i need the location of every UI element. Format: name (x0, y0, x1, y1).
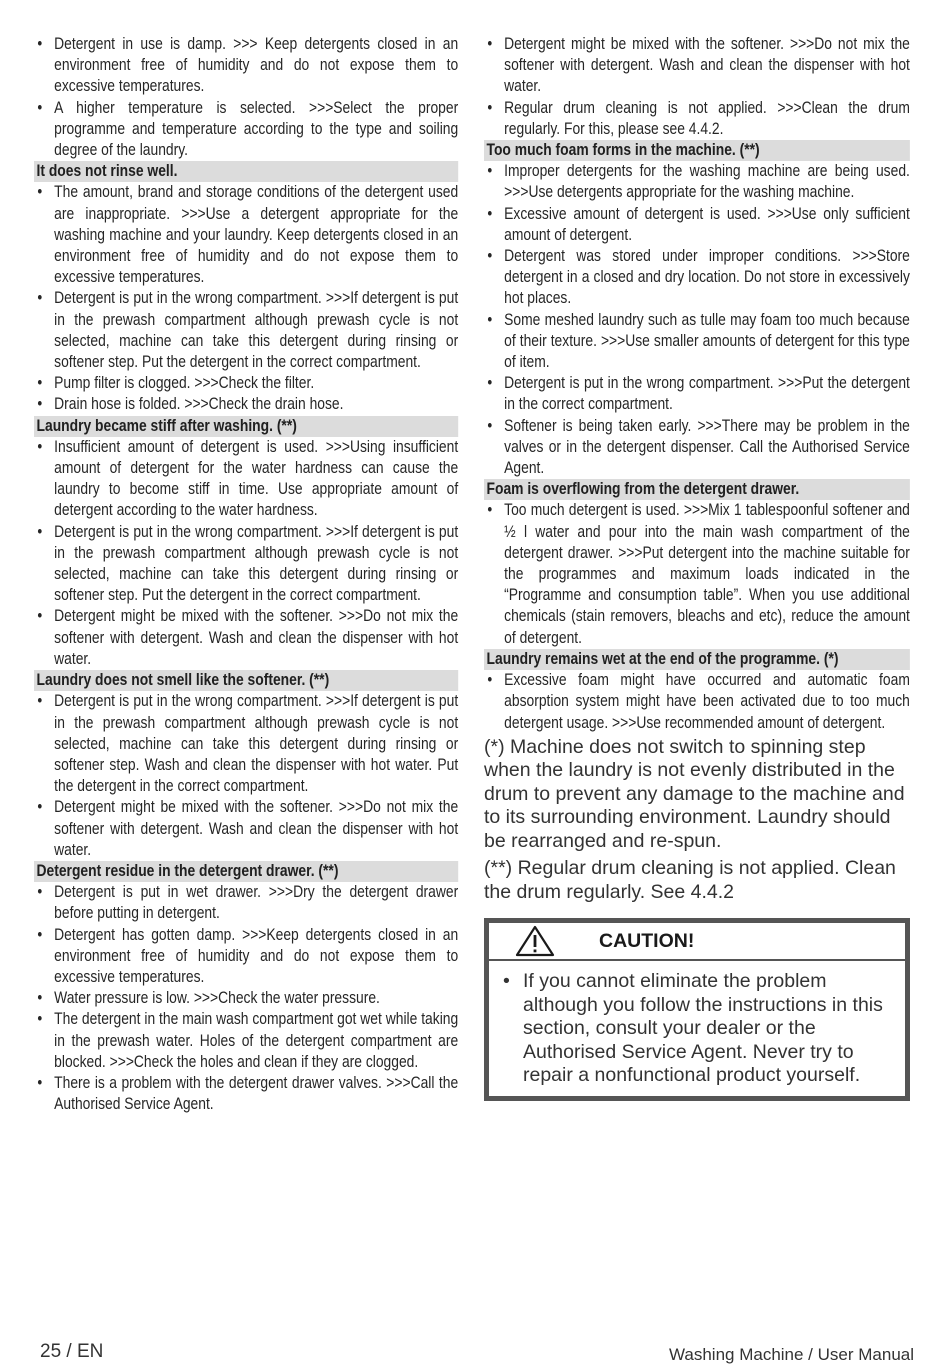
list-item: • Detergent might be mixed with the softener. >>>Do not mix the softener with detergent. Wash and clean the dispenser with hot water. (34, 797, 458, 861)
list-item: • The amount, brand and storage conditions of the detergent used are inappropriate. >>>Use a detergent appropriate for the washing machine and your laundry. Keep detergents closed in an environment free of humidity and do not expose them to excessive temperatures. (34, 182, 458, 288)
list-item: • Too much detergent is used. >>>Mix 1 tablespoonful softener and ½ l water and pour into the main wash compartment of the detergent drawer. >>>Put detergent into the machine suitable for the programmes and maximum loads indicated in the “Programme and consumption table”. When you use additional chemicals (stain removers, bleachs and etc), reduce the amount of detergent. (484, 500, 910, 648)
list-item: • Water pressure is low. >>>Check the water pressure. (34, 988, 458, 1009)
section-heading: Laundry became stiff after washing. (**) (34, 416, 458, 437)
section-list (34, 882, 458, 1115)
list-item: • Drain hose is folded. >>>Check the drain hose. (34, 394, 458, 415)
list-item: • Detergent was stored under improper conditions. >>>Store detergent in a closed and dry location. Do not store in excessively hot places. (484, 246, 910, 310)
section-list (34, 182, 458, 415)
document-title: Washing Machine / User Manual (668, 1345, 914, 1364)
list-item: • Detergent is put in the wrong compartment. >>>If detergent is put in the prewash compartment although prewash cycle is not selected, machine can take this detergent during rinsing or softener step. Wash and clean the dispenser with hot water. Put the detergent in the correct compartment. (34, 691, 458, 797)
caution-list (489, 970, 895, 1088)
list-item: • Insufficient amount of detergent is used. >>>Using insufficient amount of detergent for the water hardness can cause the laundry to become stiff in time. Use appropriate amount of detergent according to the water hardness. (34, 437, 458, 522)
right-intro-list (484, 34, 910, 140)
caution-header (489, 923, 905, 961)
list-item: • Detergent might be mixed with the softener. >>>Do not mix the softener with detergent. Wash and clean the dispenser with hot water. (34, 606, 458, 670)
section-list (34, 437, 458, 670)
footnote-single-asterisk: (*) Machine does not switch to spinning step when the laundry is not evenly distributed in the drum to prevent any damage to the machine and to its surrounding environment. Laundry should be rearranged and re-spun. (484, 735, 905, 852)
list-item: • Regular drum cleaning is not applied. >>>Clean the drum regularly. For this, please see 4.4.2. (484, 98, 910, 140)
section-heading: It does not rinse well. (34, 161, 458, 182)
list-item: • There is a problem with the detergent drawer valves. >>>Call the Authorised Service Agent. (34, 1073, 458, 1115)
list-item: • Detergent is put in the wrong compartment. >>>If detergent is put in the prewash compartment although prewash cycle is not selected, machine can take this detergent during rinsing or softener step. Put the detergent in the correct compartment. (34, 522, 458, 607)
footnote-double-asterisk: (**) Regular drum cleaning is not applied. Clean the drum regularly. See 4.4.2 (484, 857, 896, 903)
section-heading: Detergent residue in the detergent drawer. (**) (34, 861, 458, 882)
section-list (34, 691, 458, 861)
left-intro-list (34, 34, 458, 161)
section-heading: Laundry remains wet at the end of the programme. (*) (484, 649, 910, 670)
list-item: • Detergent has gotten damp. >>>Keep detergents closed in an environment free of humidity and do not expose them to excessive temperatures. (34, 925, 458, 989)
list-item: • Improper detergents for the washing machine are being used. >>>Use detergents appropriate for the washing machine. (484, 161, 910, 203)
caution-title: CAUTION! (599, 929, 695, 952)
caution-box (484, 918, 910, 1101)
left-column (34, 34, 458, 1115)
section-heading: Too much foam forms in the machine. (**) (484, 140, 910, 161)
list-item: • A higher temperature is selected. >>>Select the proper programme and temperature according to the type and soiling degree of the laundry. (34, 98, 458, 162)
section-heading: Laundry does not smell like the softener. (**) (34, 670, 458, 691)
list-item: • Softener is being taken early. >>>There may be problem in the valves or in the detergent dispenser. Call the Authorised Service Agent. (484, 416, 910, 480)
list-item: • Some meshed laundry such as tulle may foam too much because of their texture. >>>Use smaller amounts of detergent for this type of item. (484, 310, 910, 374)
list-item: • Pump filter is clogged. >>>Check the filter. (34, 373, 458, 394)
footnotes (484, 736, 910, 905)
section-heading: Foam is overflowing from the detergent drawer. (484, 479, 910, 500)
list-item: • Detergent is put in the wrong compartment. >>>If detergent is put in the prewash compartment although prewash cycle is not selected, machine can take this detergent during rinsing or softener step. Put the detergent in the correct compartment. (34, 288, 458, 373)
list-item: • Detergent in use is damp. >>> Keep detergents closed in an environment free of humidity and do not expose them to excessive temperatures. (34, 34, 458, 98)
right-column (484, 34, 910, 1101)
list-item: • Detergent is put in wet drawer. >>>Dry the detergent drawer before putting in detergent. (34, 882, 458, 924)
page-number: 25 / EN (40, 1341, 104, 1362)
list-item: • Excessive foam might have occurred and automatic foam absorption system might have been activated due to too much detergent usage. >>>Use recommended amount of detergent. (484, 670, 910, 734)
section-list (484, 670, 910, 734)
warning-triangle-icon (515, 925, 555, 957)
list-item: • The detergent in the main wash compartment got wet while taking in the prewash water. Holes of the detergent compartment are blocked. >>>Check the holes and clean if they are clogged. (34, 1009, 458, 1073)
section-list (484, 500, 910, 648)
list-item: • Excessive amount of detergent is used. >>>Use only sufficient amount of detergent. (484, 204, 910, 246)
list-item: • Detergent might be mixed with the softener. >>>Do not mix the softener with detergent. Wash and clean the dispenser with hot water. (484, 34, 910, 98)
section-list (484, 161, 910, 479)
list-item: • If you cannot eliminate the problem although you follow the instructions in this section, consult your dealer or the Authorised Service Agent. Never try to repair a nonfunctional product yourself. (489, 970, 895, 1088)
list-item: • Detergent is put in the wrong compartment. >>>Put the detergent in the correct compartment. (484, 373, 910, 415)
caution-body (489, 961, 905, 1096)
